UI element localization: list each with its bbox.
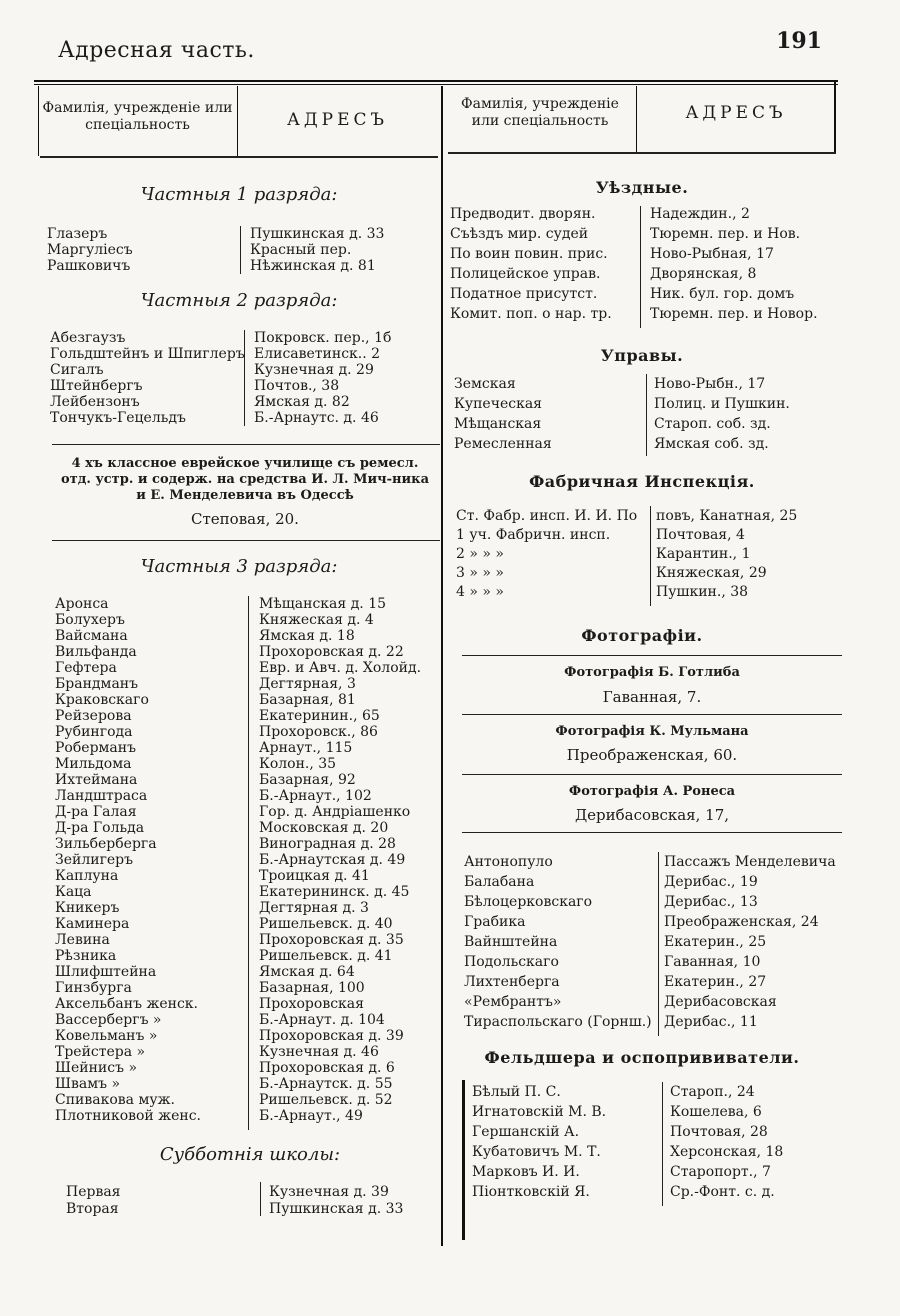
left-column-header: Фамилія, учрежденіе или спеціальность xyxy=(42,100,233,133)
section-title-boards: Управы. xyxy=(600,346,684,365)
page-number: 191 xyxy=(776,28,822,54)
list-item: Игнатовскій М. В. Кошелева, 6 xyxy=(472,1104,762,1120)
list-item: Піонтковскій Я. Ср.-Фонт. с. д. xyxy=(472,1184,775,1200)
list-item: «Рембрантъ» Дерибасовская xyxy=(464,994,777,1010)
list-item: Вильфанда Прохоровская д. 22 xyxy=(55,644,404,660)
right-header-divider xyxy=(636,86,637,152)
list-item: Д-ра Гольда Московская д. 20 xyxy=(55,820,389,836)
section-title-feldshers: Фельдшера и оспопрививатели. xyxy=(484,1048,800,1067)
section-title-private-2: Частныя 2 разряда: xyxy=(140,290,338,311)
list-item: Ландштраса Б.-Арнаут., 102 xyxy=(55,788,372,804)
photo-studio-address: Преображенская, 60. xyxy=(566,746,738,764)
top-rule-thin xyxy=(34,84,838,85)
list-item: Гершанскій А. Почтовая, 28 xyxy=(472,1124,768,1140)
list-item: Зейлигеръ Б.-Арнаутская д. 49 xyxy=(55,852,406,868)
right-frame-line xyxy=(834,80,836,152)
list-item: Каплуна Троицкая д. 41 xyxy=(55,868,370,884)
list-item: Абезгаузъ Покровск. пер., 1б xyxy=(50,330,392,346)
private-2-list xyxy=(50,330,440,426)
section-title-factory-inspection: Фабричная Инспекція. xyxy=(529,472,755,491)
list-item: Аксельбанъ женск. Прохоровская xyxy=(55,996,364,1012)
school-notice-address: Степовая, 20. xyxy=(191,510,299,528)
section-title-private-3: Частныя 3 разряда: xyxy=(140,556,338,577)
section-title-saturday-schools: Субботнія школы: xyxy=(159,1144,341,1165)
district-list xyxy=(450,206,838,326)
photo-rule xyxy=(462,832,842,833)
list-item: Балабана Дерибас., 19 xyxy=(464,874,758,890)
list-item: Марковъ И. И. Старопорт., 7 xyxy=(472,1164,771,1180)
right-header-rule xyxy=(448,152,836,154)
section-title-private-1: Частныя 1 разряда: xyxy=(140,184,338,205)
list-item: Кубатовичъ М. Т. Херсонская, 18 xyxy=(472,1144,784,1160)
list-item: Ковельманъ » Прохоровская д. 39 xyxy=(55,1028,404,1044)
photo-studio-name: Фотографія А. Ронеса xyxy=(568,784,736,799)
list-item: Плотниковой женс. Б.-Арнаут., 49 xyxy=(55,1108,363,1124)
list-item: Съѣздъ мир. судей Тюремн. пер. и Нов. xyxy=(450,226,801,242)
list-item: Антонопуло Пассажъ Менделевича xyxy=(464,854,836,870)
private-3-list xyxy=(55,596,443,1124)
list-item: Сигалъ Кузнечная д. 29 xyxy=(50,362,374,378)
list-item: Рѣзника Ришельевск. д. 41 xyxy=(55,948,393,964)
list-item: Шейнисъ » Прохоровская д. 6 xyxy=(55,1060,395,1076)
list-item: Грабика Преображенская, 24 xyxy=(464,914,819,930)
list-item: Тираспольскаго (Горнш.) Дерибас., 11 xyxy=(464,1014,758,1030)
photo-studio-name: Фотографія К. Мульмана xyxy=(555,724,749,739)
list-item: Тончукъ-Гецельдъ Б.-Арнаутс. д. 46 xyxy=(50,410,379,426)
photographers-list xyxy=(464,854,842,1034)
list-item: По воин повин. прис. Ново-Рыбная, 17 xyxy=(450,246,774,262)
list-item: Роберманъ Арнаут., 115 xyxy=(55,740,353,756)
left-frame-line xyxy=(38,86,39,156)
list-item: Кникеръ Дегтярная д. 3 xyxy=(55,900,369,916)
list-item: Мильдома Колон., 35 xyxy=(55,756,337,772)
list-item: Рейзерова Екатеринин., 65 xyxy=(55,708,380,724)
photo-studio-address: Гаванная, 7. xyxy=(602,688,702,706)
list-item: Лейбензонъ Ямская д. 82 xyxy=(50,394,350,410)
list-item: Мѣщанская Староп. соб. зд. xyxy=(454,416,771,432)
list-item: Швамъ » Б.-Арнаутск. д. 55 xyxy=(55,1076,393,1092)
list-item: Гинзбурга Базарная, 100 xyxy=(55,980,365,996)
page-title: Адресная часть. xyxy=(58,38,255,63)
list-item: Гольдштейнъ и Шпиглеръ Елисаветинск.. 2 xyxy=(50,346,381,362)
list-item: 1 уч. Фабричн. инсп. Почтовая, 4 xyxy=(456,527,745,543)
notice-rule-bottom xyxy=(52,540,440,541)
list-item: Купеческая Полиц. и Пушкин. xyxy=(454,396,790,412)
section-title-district: Уѣздные. xyxy=(595,178,689,197)
list-item: Каминера Ришельевск. д. 40 xyxy=(55,916,393,932)
photo-rule xyxy=(462,774,842,775)
factory-inspection-list xyxy=(456,508,836,603)
list-item: Вайнштейна Екатерин., 25 xyxy=(464,934,767,950)
left-address-header: АДРЕСЪ xyxy=(286,110,389,130)
section-title-photographs: Фотографіи. xyxy=(581,626,703,645)
list-item: Вайсмана Ямская д. 18 xyxy=(55,628,355,644)
list-item: Предводит. дворян. Надеждин., 2 xyxy=(450,206,750,222)
photo-rule xyxy=(462,655,842,656)
feldshers-list xyxy=(472,1084,842,1204)
list-item: Лихтенберга Екатерин., 27 xyxy=(464,974,767,990)
list-item: Ихтеймана Базарная, 92 xyxy=(55,772,356,788)
list-item: Первая Кузнечная д. 39 xyxy=(66,1184,389,1200)
private-1-list xyxy=(47,226,437,274)
photo-studio-name: Фотографія Б. Готлиба xyxy=(564,665,740,680)
bold-margin-line xyxy=(462,1080,465,1240)
list-item: Комит. поп. о нар. тр. Тюремн. пер. и Новор. xyxy=(450,306,818,322)
left-header-divider xyxy=(237,86,238,156)
photo-studio-address: Дерибасовская, 17, xyxy=(574,806,730,824)
list-item: Податное присутст. Ник. бул. гор. домъ xyxy=(450,286,795,302)
list-item: Ст. Фабр. инсп. И. И. По повъ, Канатная, 25 xyxy=(456,508,798,524)
list-item: Земская Ново-Рыбн., 17 xyxy=(454,376,766,392)
list-item: Гефтера Евр. и Авч. д. Холойд. xyxy=(55,660,422,676)
right-column-header: Фамилія, учрежденіе или спеціальность xyxy=(461,96,619,129)
list-item: Ремесленная Ямская соб. зд. xyxy=(454,436,769,452)
list-item: Подольскаго Гаванная, 10 xyxy=(464,954,761,970)
left-header-rule xyxy=(40,156,438,158)
notice-rule-top xyxy=(52,444,440,445)
list-item: 2 » » » Карантин., 1 xyxy=(456,546,751,562)
top-rule xyxy=(34,80,838,82)
list-item: Краковскаго Базарная, 81 xyxy=(55,692,356,708)
list-item: Маргуліесъ Красный пер. xyxy=(47,242,352,258)
list-item: Бѣлоцерковскаго Дерибас., 13 xyxy=(464,894,758,910)
list-item: Левина Прохоровская д. 35 xyxy=(55,932,404,948)
list-item: 4 » » » Пушкин., 38 xyxy=(456,584,749,600)
list-item: Трейстера » Кузнечная д. 46 xyxy=(55,1044,379,1060)
list-item: Бѣлый П. С. Староп., 24 xyxy=(472,1084,755,1100)
list-item: Аронса Мѣщанская д. 15 xyxy=(55,596,387,612)
list-item: Вторая Пушкинская д. 33 xyxy=(66,1201,404,1217)
list-item: Каца Екатерининск. д. 45 xyxy=(55,884,410,900)
list-item: Спивакова муж. Ришельевск. д. 52 xyxy=(55,1092,393,1108)
list-item: Рубингода Прохоровск., 86 xyxy=(55,724,378,740)
list-item: Шлифштейна Ямская д. 64 xyxy=(55,964,355,980)
list-item: Вассербергъ » Б.-Арнаут. д. 104 xyxy=(55,1012,385,1028)
saturday-schools-list xyxy=(66,1184,446,1218)
list-item: Д-ра Галая Гор. д. Андріашенко xyxy=(55,804,411,820)
photo-rule xyxy=(462,714,842,715)
list-item: Штейнбергъ Почтов., 38 xyxy=(50,378,340,394)
right-address-header: АДРЕСЪ xyxy=(685,103,787,123)
list-item: Болухеръ Княжеская д. 4 xyxy=(55,612,374,628)
list-item: Брандманъ Дегтярная, 3 xyxy=(55,676,356,692)
list-item: 3 » » » Княжеская, 29 xyxy=(456,565,767,581)
boards-list xyxy=(454,376,838,456)
list-item: Рашковичъ Нѣжинская д. 81 xyxy=(47,258,376,274)
list-item: Глазеръ Пушкинская д. 33 xyxy=(47,226,385,242)
list-item: Зильберберга Виноградная д. 28 xyxy=(55,836,396,852)
list-item: Полицейское управ. Дворянская, 8 xyxy=(450,266,757,282)
school-notice: 4 хъ классное еврейское училище съ ремесл. отд. устр. и содерж. на средства И. Л. Мич-ника и Е. Менделевича въ Одессѣ xyxy=(61,456,429,503)
